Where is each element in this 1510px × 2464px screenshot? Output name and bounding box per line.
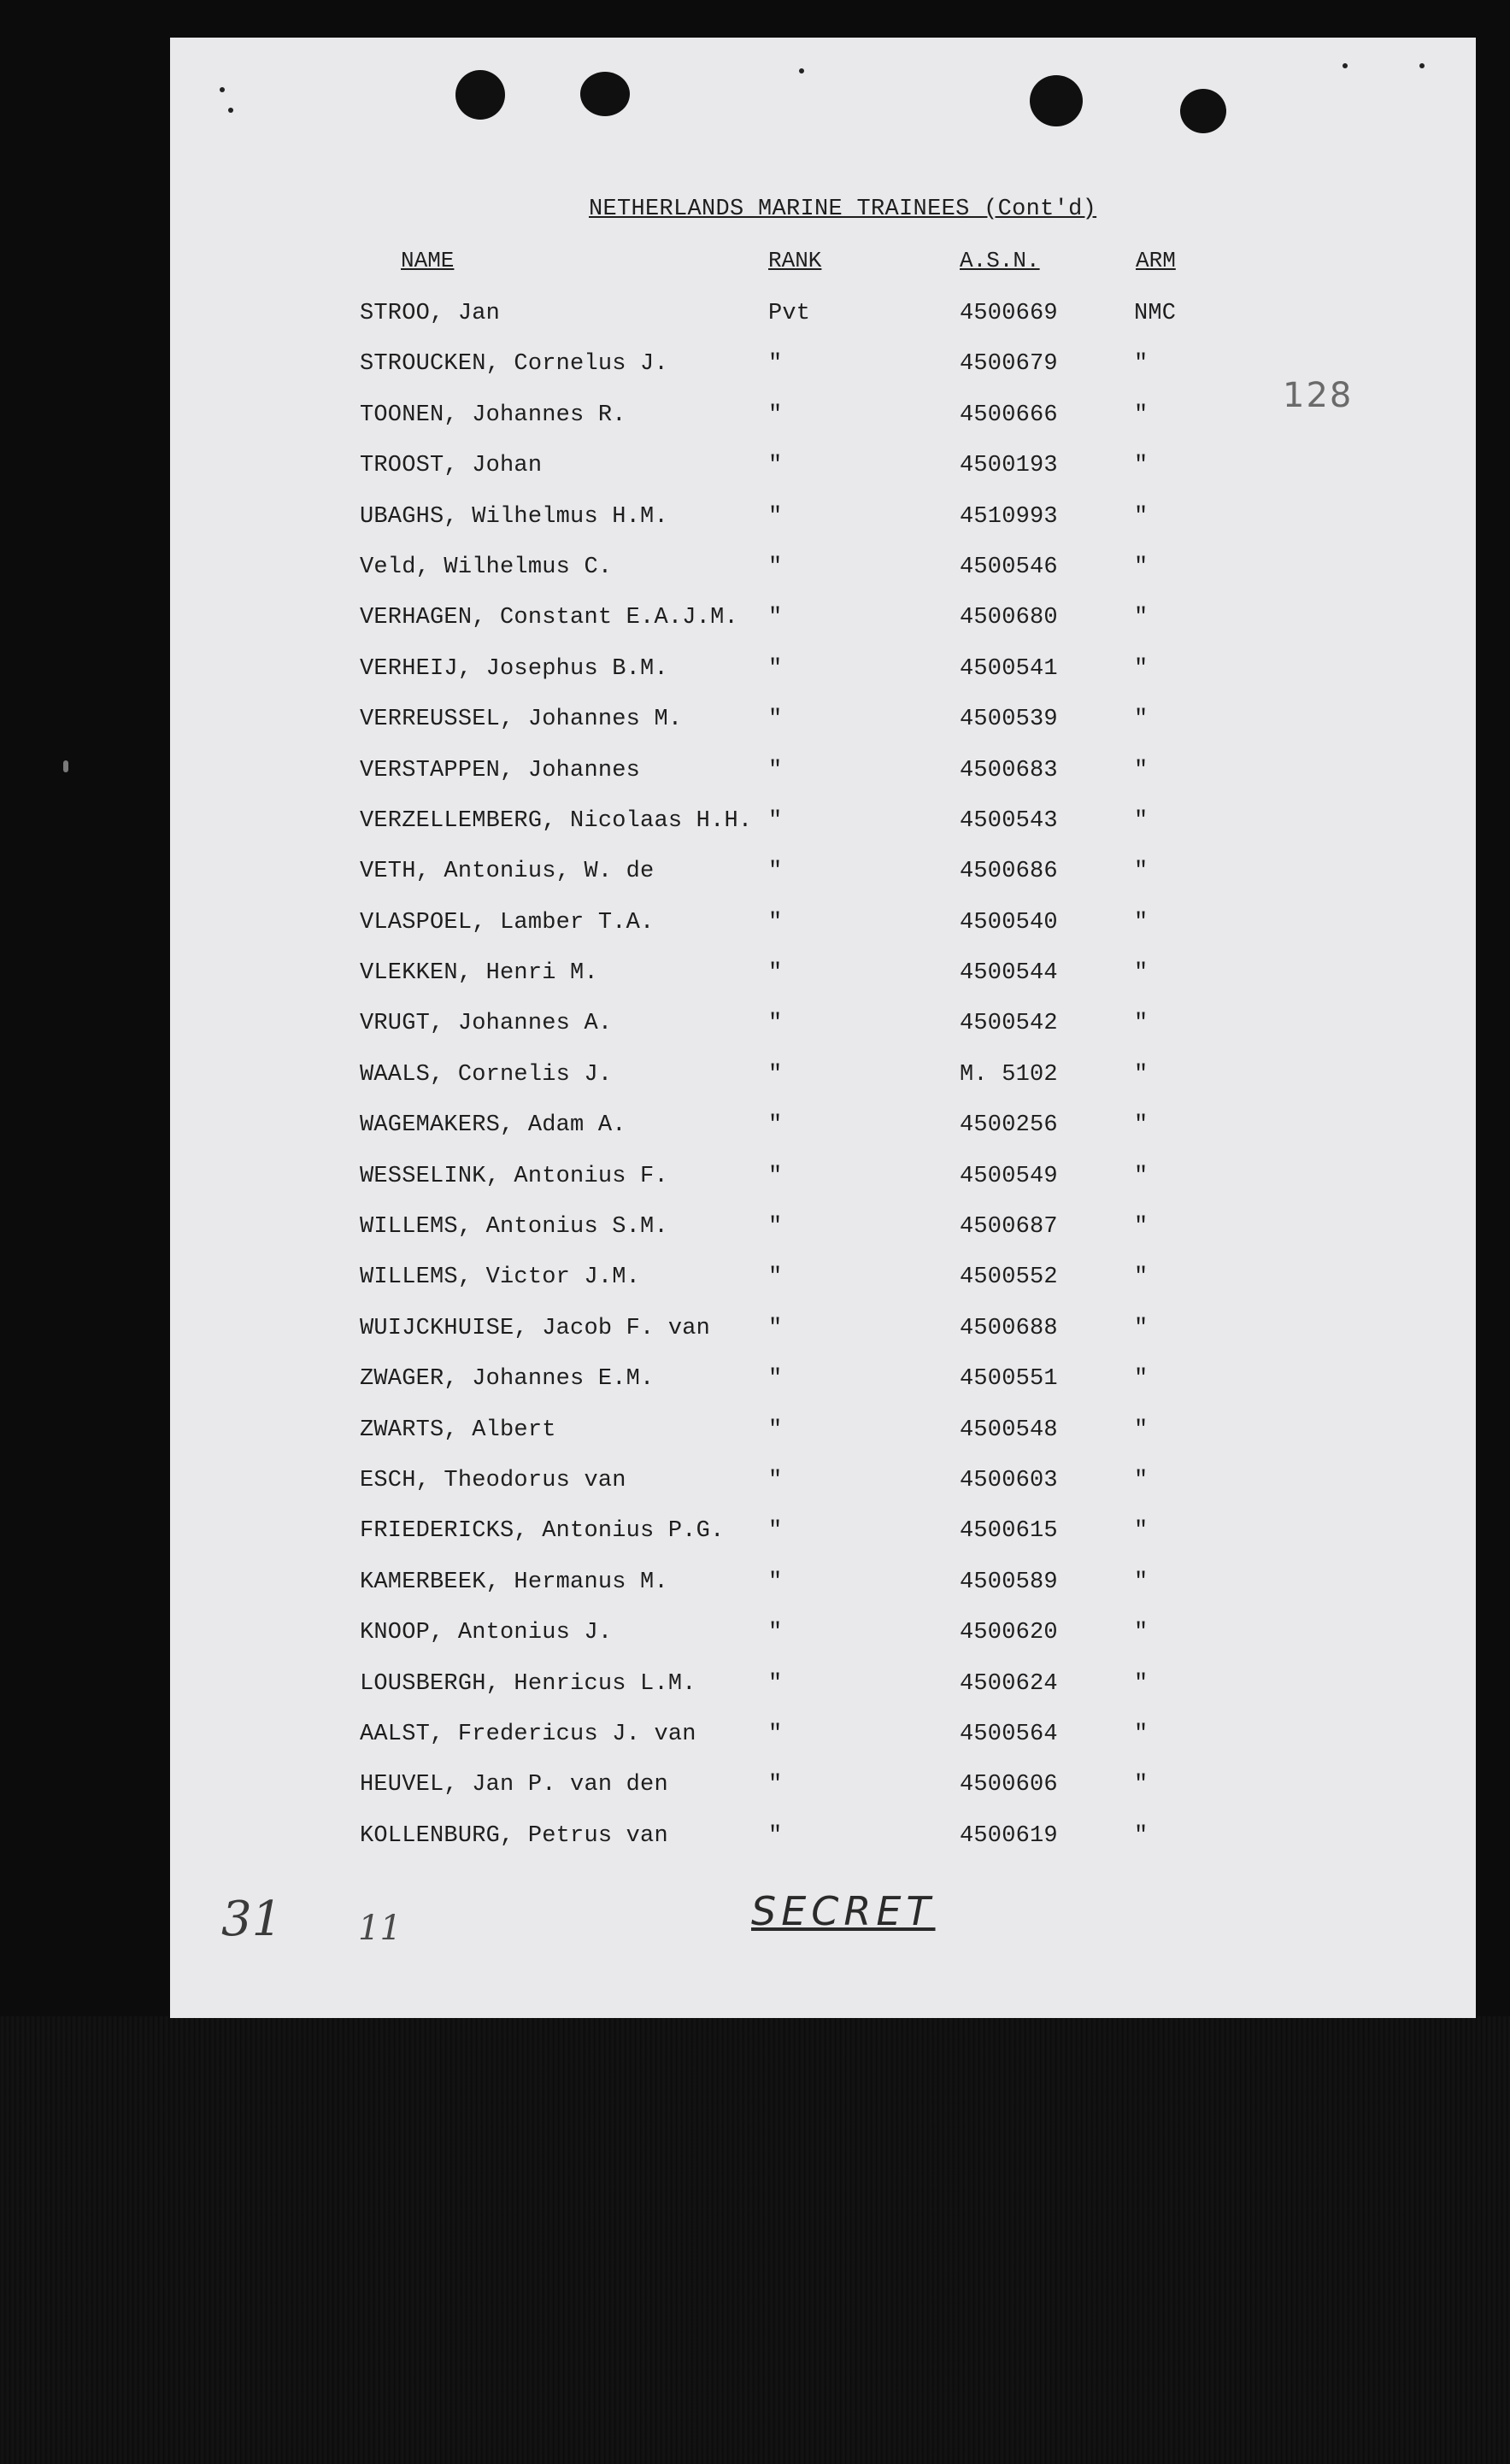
arm-cell: ": [1134, 605, 1149, 631]
arm-cell: ": [1134, 1772, 1149, 1798]
asn-cell: 4500688: [960, 1315, 1058, 1341]
arm-cell: ": [1134, 1822, 1149, 1849]
asn-cell: 4500666: [960, 402, 1058, 428]
asn-cell: 4500624: [960, 1670, 1058, 1697]
film-frame-bottom: [0, 2016, 1510, 2464]
table-row: [170, 1772, 1476, 1822]
rank-cell: Pvt: [768, 301, 811, 326]
rank-cell: ": [768, 453, 783, 479]
table-row: [170, 1569, 1476, 1620]
column-header-rank: RANK: [768, 248, 822, 273]
table-row: [170, 1316, 1476, 1366]
punch-hole-2: [580, 72, 630, 116]
page-number: 128: [1283, 376, 1354, 415]
table-row: [170, 1620, 1476, 1670]
rank-cell: ": [768, 1214, 783, 1241]
asn-cell: 4500544: [960, 960, 1058, 987]
name-cell: TROOST, Johan: [360, 453, 543, 479]
rank-cell: ": [768, 351, 783, 378]
table-row: [170, 453, 1476, 503]
asn-cell: 4500540: [960, 909, 1058, 936]
name-cell: VLEKKEN, Henri M.: [360, 960, 598, 987]
arm-cell: ": [1134, 1061, 1149, 1088]
name-cell: WAALS, Cornelis J.: [360, 1061, 613, 1088]
rank-cell: ": [768, 859, 783, 885]
arm-cell: ": [1134, 1670, 1149, 1697]
asn-cell: 4500619: [960, 1822, 1058, 1849]
table-row: [170, 1518, 1476, 1569]
asn-cell: 4500548: [960, 1417, 1058, 1443]
table-row: [170, 605, 1476, 655]
name-cell: VRUGT, Johannes A.: [360, 1011, 613, 1037]
asn-cell: 4500543: [960, 807, 1058, 834]
name-cell: VETH, Antonius, W. de: [360, 859, 655, 885]
table-row: [170, 504, 1476, 554]
speck: [220, 87, 225, 92]
arm-cell: ": [1134, 807, 1149, 834]
name-cell: LOUSBERGH, Henricus L.M.: [360, 1670, 696, 1697]
table-row: [170, 707, 1476, 757]
table-row: [170, 1366, 1476, 1417]
asn-cell: 4500549: [960, 1163, 1058, 1189]
arm-cell: ": [1134, 1417, 1149, 1443]
name-cell: ZWAGER, Johannes E.M.: [360, 1366, 655, 1393]
name-cell: STROO, Jan: [360, 301, 501, 326]
name-cell: KOLLENBURG, Petrus van: [360, 1822, 668, 1849]
arm-cell: NMC: [1134, 301, 1177, 326]
table-row: [170, 808, 1476, 859]
name-cell: VERHAGEN, Constant E.A.J.M.: [360, 605, 738, 631]
name-cell: HEUVEL, Jan P. van den: [360, 1772, 668, 1798]
name-cell: VERHEIJ, Josephus B.M.: [360, 655, 668, 682]
handwritten-margin-note: 31: [221, 1892, 283, 1947]
name-cell: KNOOP, Antonius J.: [360, 1620, 613, 1646]
table-row: [170, 1062, 1476, 1112]
arm-cell: ": [1134, 402, 1149, 428]
rank-cell: ": [768, 655, 783, 682]
arm-cell: ": [1134, 1366, 1149, 1393]
column-header-arm: ARM: [1136, 248, 1176, 273]
asn-cell: 4500679: [960, 351, 1058, 378]
table-row: [170, 1011, 1476, 1061]
speck: [228, 108, 233, 113]
asn-cell: 4500551: [960, 1366, 1058, 1393]
arm-cell: ": [1134, 960, 1149, 987]
column-header-asn: A.S.N.: [960, 248, 1040, 273]
arm-cell: ": [1134, 1112, 1149, 1139]
arm-cell: ": [1134, 1163, 1149, 1189]
rank-cell: ": [768, 1112, 783, 1139]
asn-cell: 4500541: [960, 655, 1058, 682]
rank-cell: ": [768, 1467, 783, 1493]
name-cell: VERZELLEMBERG, Nicolaas H.H.: [360, 807, 753, 834]
punch-hole-4: [1180, 89, 1226, 133]
name-cell: ESCH, Theodorus van: [360, 1467, 626, 1493]
table-row: [170, 1112, 1476, 1163]
table-row: [170, 910, 1476, 960]
speck: [1419, 63, 1425, 68]
arm-cell: ": [1134, 1721, 1149, 1747]
name-cell: FRIEDERICKS, Antonius P.G.: [360, 1518, 725, 1545]
handwritten-margin-note-2: 11: [358, 1909, 402, 1948]
arm-cell: ": [1134, 1620, 1149, 1646]
asn-cell: 4500193: [960, 453, 1058, 479]
rank-cell: ": [768, 807, 783, 834]
table-row: [170, 859, 1476, 909]
punch-hole-1: [455, 70, 505, 120]
asn-cell: 4500589: [960, 1569, 1058, 1595]
rank-cell: ": [768, 1822, 783, 1849]
asn-cell: 4500542: [960, 1011, 1058, 1037]
arm-cell: ": [1134, 503, 1149, 530]
punch-hole-3: [1030, 75, 1083, 126]
asn-cell: 4510993: [960, 503, 1058, 530]
arm-cell: ": [1134, 1467, 1149, 1493]
name-cell: VERSTAPPEN, Johannes: [360, 757, 641, 783]
arm-cell: ": [1134, 1315, 1149, 1341]
name-cell: AALST, Fredericus J. van: [360, 1721, 696, 1747]
rank-cell: ": [768, 1417, 783, 1443]
table-row: [170, 301, 1476, 351]
rank-cell: ": [768, 1366, 783, 1393]
asn-cell: 4500256: [960, 1112, 1058, 1139]
rank-cell: ": [768, 1620, 783, 1646]
table-row: [170, 351, 1476, 402]
arm-cell: ": [1134, 757, 1149, 783]
secret-stamp: SECRET: [751, 1888, 936, 1934]
rank-cell: ": [768, 1772, 783, 1798]
arm-cell: ": [1134, 909, 1149, 936]
column-header-name: NAME: [401, 248, 455, 273]
table-row: [170, 1214, 1476, 1264]
rank-cell: ": [768, 909, 783, 936]
name-cell: VLASPOEL, Lamber T.A.: [360, 909, 655, 936]
name-cell: WESSELINK, Antonius F.: [360, 1163, 668, 1189]
asn-cell: 4500564: [960, 1721, 1058, 1747]
name-cell: WILLEMS, Victor J.M.: [360, 1264, 641, 1291]
rank-cell: ": [768, 1569, 783, 1595]
asn-cell: 4500606: [960, 1772, 1058, 1798]
rank-cell: ": [768, 1315, 783, 1341]
arm-cell: ": [1134, 655, 1149, 682]
arm-cell: ": [1134, 1569, 1149, 1595]
table-row: [170, 1264, 1476, 1315]
table-row: [170, 1417, 1476, 1468]
arm-cell: ": [1134, 1518, 1149, 1545]
arm-cell: ": [1134, 351, 1149, 378]
rank-cell: ": [768, 1264, 783, 1291]
asn-cell: 4500615: [960, 1518, 1058, 1545]
rank-cell: ": [768, 1721, 783, 1747]
asn-cell: M. 5102: [960, 1061, 1058, 1088]
rank-cell: ": [768, 1163, 783, 1189]
trainee-list: [170, 301, 1476, 1874]
arm-cell: ": [1134, 1214, 1149, 1241]
rank-cell: ": [768, 1670, 783, 1697]
asn-cell: 4500620: [960, 1620, 1058, 1646]
rank-cell: ": [768, 1061, 783, 1088]
rank-cell: ": [768, 503, 783, 530]
rank-cell: ": [768, 1011, 783, 1037]
table-row: [170, 758, 1476, 808]
asn-cell: 4500552: [960, 1264, 1058, 1291]
name-cell: VERREUSSEL, Johannes M.: [360, 707, 683, 733]
arm-cell: ": [1134, 707, 1149, 733]
arm-cell: ": [1134, 1264, 1149, 1291]
table-row: [170, 402, 1476, 453]
table-row: [170, 1722, 1476, 1772]
asn-cell: 4500680: [960, 605, 1058, 631]
asn-cell: 4500686: [960, 859, 1058, 885]
rank-cell: ": [768, 1518, 783, 1545]
name-cell: WILLEMS, Antonius S.M.: [360, 1214, 668, 1241]
table-row: [170, 960, 1476, 1011]
rank-cell: ": [768, 757, 783, 783]
name-cell: Veld, Wilhelmus C.: [360, 554, 613, 580]
rank-cell: ": [768, 605, 783, 631]
name-cell: STROUCKEN, Cornelus J.: [360, 351, 668, 378]
asn-cell: 4500687: [960, 1214, 1058, 1241]
speck: [799, 68, 804, 73]
asn-cell: 4500669: [960, 301, 1058, 326]
asn-cell: 4500683: [960, 757, 1058, 783]
arm-cell: ": [1134, 453, 1149, 479]
table-row: [170, 1823, 1476, 1874]
asn-cell: 4500546: [960, 554, 1058, 580]
document-title: NETHERLANDS MARINE TRAINEES (Cont'd): [589, 197, 1097, 222]
name-cell: TOONEN, Johannes R.: [360, 402, 626, 428]
speck: [1343, 63, 1348, 68]
rank-cell: ": [768, 960, 783, 987]
table-row: [170, 1468, 1476, 1518]
arm-cell: ": [1134, 1011, 1149, 1037]
rank-cell: ": [768, 554, 783, 580]
name-cell: KAMERBEEK, Hermanus M.: [360, 1569, 668, 1595]
rank-cell: ": [768, 707, 783, 733]
rank-cell: ": [768, 402, 783, 428]
table-row: [170, 656, 1476, 707]
name-cell: WAGEMAKERS, Adam A.: [360, 1112, 626, 1139]
table-row: [170, 1164, 1476, 1214]
name-cell: WUIJCKHUISE, Jacob F. van: [360, 1315, 711, 1341]
arm-cell: ": [1134, 859, 1149, 885]
name-cell: ZWARTS, Albert: [360, 1417, 556, 1443]
asn-cell: 4500603: [960, 1467, 1058, 1493]
asn-cell: 4500539: [960, 707, 1058, 733]
table-row: [170, 554, 1476, 605]
film-speck: [63, 760, 68, 772]
table-row: [170, 1671, 1476, 1722]
name-cell: UBAGHS, Wilhelmus H.M.: [360, 503, 668, 530]
arm-cell: ": [1134, 554, 1149, 580]
document-page: [170, 38, 1476, 2018]
